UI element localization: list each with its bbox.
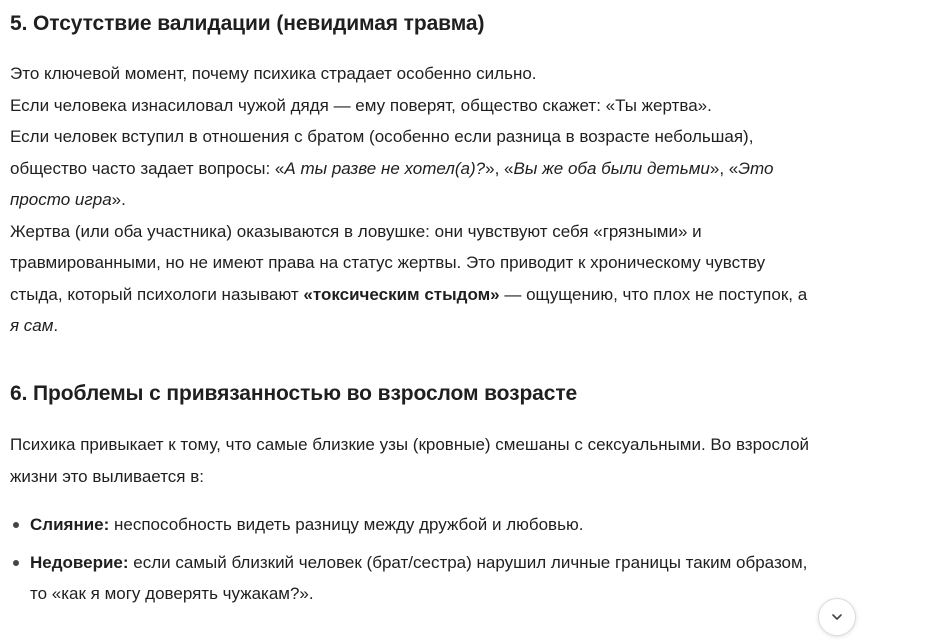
bullet-term: Недоверие: (30, 552, 129, 572)
text-line: Это ключевой момент, почему психика страдает особенно сильно. (10, 64, 537, 83)
text-line: Жертва (или оба участника) оказываются в ловушке: они чувствуют себя «грязными» и (10, 221, 702, 241)
text-line: просто игра». (10, 190, 126, 209)
quote-italic: А ты разве не хотел(а)? (284, 158, 486, 178)
text-line: общество часто задает вопросы: «А ты разве не хотел(а)?», «Вы же оба были детьми», «Это (10, 158, 774, 178)
bullet-list (10, 509, 870, 616)
text-line: жизни это выливается в: (10, 466, 204, 486)
quote-italic: просто игра (10, 190, 112, 209)
text-line: Психика привыкает к тому, что самые близкие узы (кровные) смешаны с сексуальными. Во взрослой (10, 435, 810, 454)
text-line: я сам. (10, 316, 59, 335)
section-5-heading: 5. Отсутствие валидации (невидимая травма) (10, 12, 485, 35)
list-item: Недоверие: если самый близкий человек (брат/сестра) нарушил личные границы таким образом, то «как я могу доверять чужакам?». (10, 547, 870, 610)
list-item: Слияние: неспособность видеть разницу между дружбой и любовью. (10, 509, 870, 541)
bullet-dot (13, 522, 19, 528)
bold-term: «токсическим стыдом» (303, 284, 500, 304)
text-line: травмированными, но не имеют права на статус жертвы. Это приводит к хроническому чувству (10, 253, 766, 272)
quote-italic: Вы же оба были детьми (513, 158, 710, 178)
text-line: Если человек вступил в отношения с братом (особенно если разница в возрасте небольшая), (10, 127, 754, 146)
section-6-heading: 6. Проблемы с привязанностью во взрослом возрасте (10, 382, 578, 405)
bullet-term: Слияние: (30, 515, 110, 534)
quote-italic: Это (738, 158, 774, 178)
chevron-down-icon (830, 610, 844, 624)
section-6-intro (10, 429, 870, 492)
bullet-dot (13, 560, 19, 566)
text-line: Если человека изнасиловал чужой дядя — ему поверят, общество скажет: «Ты жертва». (10, 95, 712, 115)
emphasis-italic: я сам (10, 316, 54, 335)
scroll-to-bottom-button[interactable] (818, 598, 856, 636)
section-5-paragraph (10, 58, 870, 342)
text-line: стыда, который психологи называют «токсическим стыдом» — ощущению, что плох не поступок, а (10, 284, 808, 304)
